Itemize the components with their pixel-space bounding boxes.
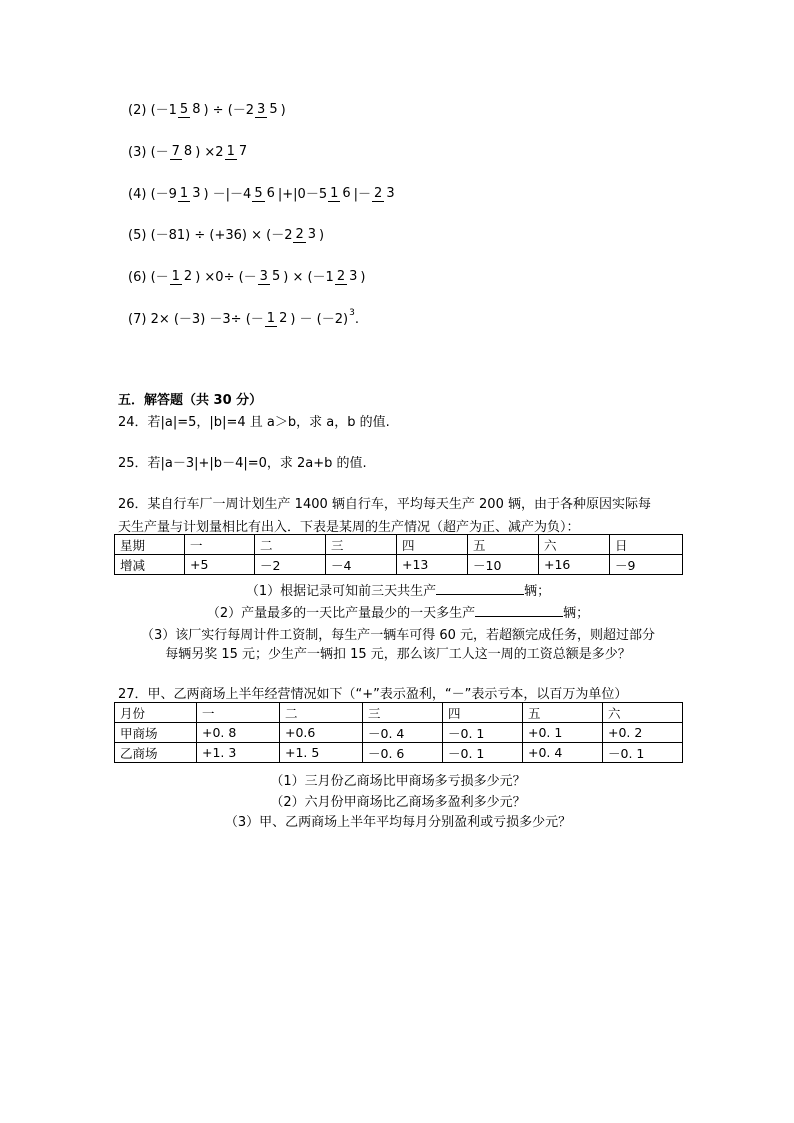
table-row [115, 723, 683, 743]
sub-question-text: 辆； [563, 606, 590, 621]
expr-text: ) － (－2) [290, 311, 349, 327]
fraction [178, 103, 203, 118]
fraction-denominator: 6 [266, 186, 275, 201]
problem-label: (2) [128, 102, 147, 118]
table-cell: +13 [397, 555, 468, 575]
expr-text: ) ×0÷ (－ [195, 269, 257, 285]
fraction-denominator: 3 [307, 227, 317, 242]
table-cell: －10 [468, 555, 539, 575]
table-cell: +0. 1 [523, 723, 603, 743]
question-27-sub2: （2）六月份甲商场比乙商场多盈利多少元？ [270, 795, 526, 810]
fraction-denominator: 7 [238, 144, 248, 159]
table-cell: －0. 1 [443, 743, 523, 763]
fraction-denominator: 3 [386, 186, 395, 201]
problem-label: (6) [128, 269, 147, 285]
table-header-row [115, 535, 683, 555]
expr-text: (－1 [150, 102, 177, 118]
fraction-numerator: 1 [171, 269, 180, 284]
question-26-sub3-line2: 每辆另奖 15 元；少生产一辆扣 15 元，那么该厂工人这一周的工资总额是多少？ [165, 647, 631, 662]
problem-7 [128, 307, 359, 327]
problem-label: (3) [128, 144, 147, 160]
table-cell: 六 [539, 535, 610, 555]
table-cell: －4 [326, 555, 397, 575]
fraction [293, 228, 318, 243]
fraction-numerator: 5 [179, 102, 189, 117]
question-26-sub2 [114, 602, 682, 621]
table-cell: 乙商场 [115, 743, 197, 763]
fraction-numerator: 1 [266, 311, 276, 326]
fraction-denominator: 8 [192, 102, 201, 117]
fraction-numerator: 3 [257, 102, 266, 117]
table-cell: 四 [443, 703, 523, 723]
fraction-numerator: 2 [295, 227, 304, 242]
fraction [335, 270, 360, 285]
table-cell: －0. 1 [443, 723, 523, 743]
expr-text: |－ [353, 186, 372, 202]
table-row [115, 743, 683, 763]
problem-5 [128, 228, 324, 243]
question-24: 24．若|a|=5，|b|=4 且 a＞b，求 a，b 的值. [118, 415, 390, 430]
problem-label: (4) [128, 186, 147, 202]
table-cell: －0. 6 [363, 743, 443, 763]
table-cell: 一 [197, 703, 280, 723]
fraction-numerator: 1 [330, 186, 339, 201]
expr-text: ) ×2 [195, 144, 224, 160]
fraction-numerator: 3 [259, 269, 268, 284]
fraction [255, 103, 280, 118]
table-cell: 三 [363, 703, 443, 723]
answer-blank [436, 582, 524, 595]
table-cell: +5 [185, 555, 255, 575]
profit-table [114, 702, 683, 763]
table-cell: +1. 3 [197, 743, 280, 763]
production-table [114, 534, 683, 575]
expr-text: 2× (－3) －3÷ (－ [150, 311, 264, 327]
fraction-numerator: 1 [226, 144, 235, 159]
table-cell: 二 [255, 535, 326, 555]
table-cell: －0. 1 [603, 743, 683, 763]
table-cell: 二 [280, 703, 363, 723]
expr-text: . [354, 311, 359, 327]
sub-question-text: （1）根据记录可知前三天共生产 [245, 584, 437, 599]
table-cell: －2 [255, 555, 326, 575]
fraction [372, 187, 397, 202]
fraction-numerator: 2 [374, 186, 383, 201]
question-26-line1: 26．某自行车厂一周计划生产 1400 辆自行车，平均每天生产 200 辆，由于各种原因实际每 [118, 497, 651, 512]
expr-text: (－81) ÷ (+36) × (－2 [150, 227, 293, 243]
fraction-denominator: 6 [342, 186, 351, 201]
problem-6 [128, 270, 365, 285]
question-26-line2: 天生产量与计划量相比有出入．下表是某周的生产情况（超产为正、减产为负）： [118, 520, 580, 535]
table-cell: 日 [610, 535, 683, 555]
answer-blank [475, 604, 563, 617]
table-cell: 六 [603, 703, 683, 723]
fraction-denominator: 3 [349, 269, 358, 284]
expr-text: (－ [150, 269, 169, 285]
question-27-intro: 27．甲、乙两商场上半年经营情况如下（“+”表示盈利，“－”表示亏本，以百万为单位） [118, 687, 628, 702]
problem-4 [128, 187, 398, 202]
expr-text: ) × (－1 [283, 269, 334, 285]
fraction-denominator: 2 [279, 311, 288, 326]
exponent: 3 [349, 307, 355, 318]
expr-text: |+|0－5 [277, 186, 328, 202]
fraction [225, 145, 250, 160]
sub-question-text: （2）产量最多的一天比产量最少的一天多生产 [206, 606, 476, 621]
question-27-sub3: （3）甲、乙两商场上半年平均每月分别盈利或亏损多少元？ [224, 815, 572, 830]
question-27-sub1: （1）三月份乙商场比甲商场多亏损多少元？ [270, 774, 526, 789]
table-cell: +0. 2 [603, 723, 683, 743]
table-cell: +16 [539, 555, 610, 575]
fraction [265, 312, 290, 327]
table-cell: +0. 8 [197, 723, 280, 743]
table-cell: 一 [185, 535, 255, 555]
question-26-sub1 [114, 580, 682, 599]
table-cell: 增减 [115, 555, 185, 575]
table-cell: 五 [523, 703, 603, 723]
fraction-denominator: 3 [192, 186, 201, 201]
table-row [115, 555, 683, 575]
problem-2 [128, 103, 286, 118]
fraction [170, 270, 195, 285]
table-cell: +1. 5 [280, 743, 363, 763]
table-cell: 五 [468, 535, 539, 555]
fraction-numerator: 2 [336, 269, 346, 284]
problem-3 [128, 145, 250, 160]
section-title: 五．解答题（共 30 分） [118, 393, 263, 408]
expr-text: (－ [150, 144, 169, 160]
fraction [258, 270, 283, 285]
expr-text: ) －|－4 [203, 186, 252, 202]
table-cell: －0. 4 [363, 723, 443, 743]
expr-text: ) [360, 269, 366, 285]
table-cell: 三 [326, 535, 397, 555]
table-cell: 四 [397, 535, 468, 555]
fraction-denominator: 2 [183, 269, 193, 284]
fraction-numerator: 5 [254, 186, 263, 201]
table-cell: 月份 [115, 703, 197, 723]
problem-label: (5) [128, 227, 147, 243]
table-header-row [115, 703, 683, 723]
fraction-denominator: 5 [269, 102, 278, 117]
table-cell: －9 [610, 555, 683, 575]
table-cell: 星期 [115, 535, 185, 555]
expr-text: ) ÷ (－2 [203, 102, 255, 118]
fraction [328, 187, 353, 202]
fraction-numerator: 7 [171, 144, 180, 159]
fraction-denominator: 5 [271, 269, 281, 284]
sub-question-text: 辆； [524, 584, 551, 599]
fraction-numerator: 1 [179, 186, 189, 201]
table-cell: 甲商场 [115, 723, 197, 743]
table-cell: +0.6 [280, 723, 363, 743]
fraction [178, 187, 203, 202]
question-25: 25．若|a－3|+|b－4|=0，求 2a+b 的值. [118, 456, 367, 471]
table-cell: +0. 4 [523, 743, 603, 763]
question-26-sub3-line1: （3）该厂实行每周计件工资制，每生产一辆车可得 60 元，若超额完成任务，则超过部分 [140, 628, 656, 643]
expr-text: ) [280, 102, 286, 118]
fraction [170, 145, 195, 160]
problem-label: (7) [128, 311, 147, 327]
fraction [252, 187, 277, 202]
expr-text: ) [319, 227, 325, 243]
fraction-denominator: 8 [183, 144, 193, 159]
expr-text: (－9 [150, 186, 177, 202]
